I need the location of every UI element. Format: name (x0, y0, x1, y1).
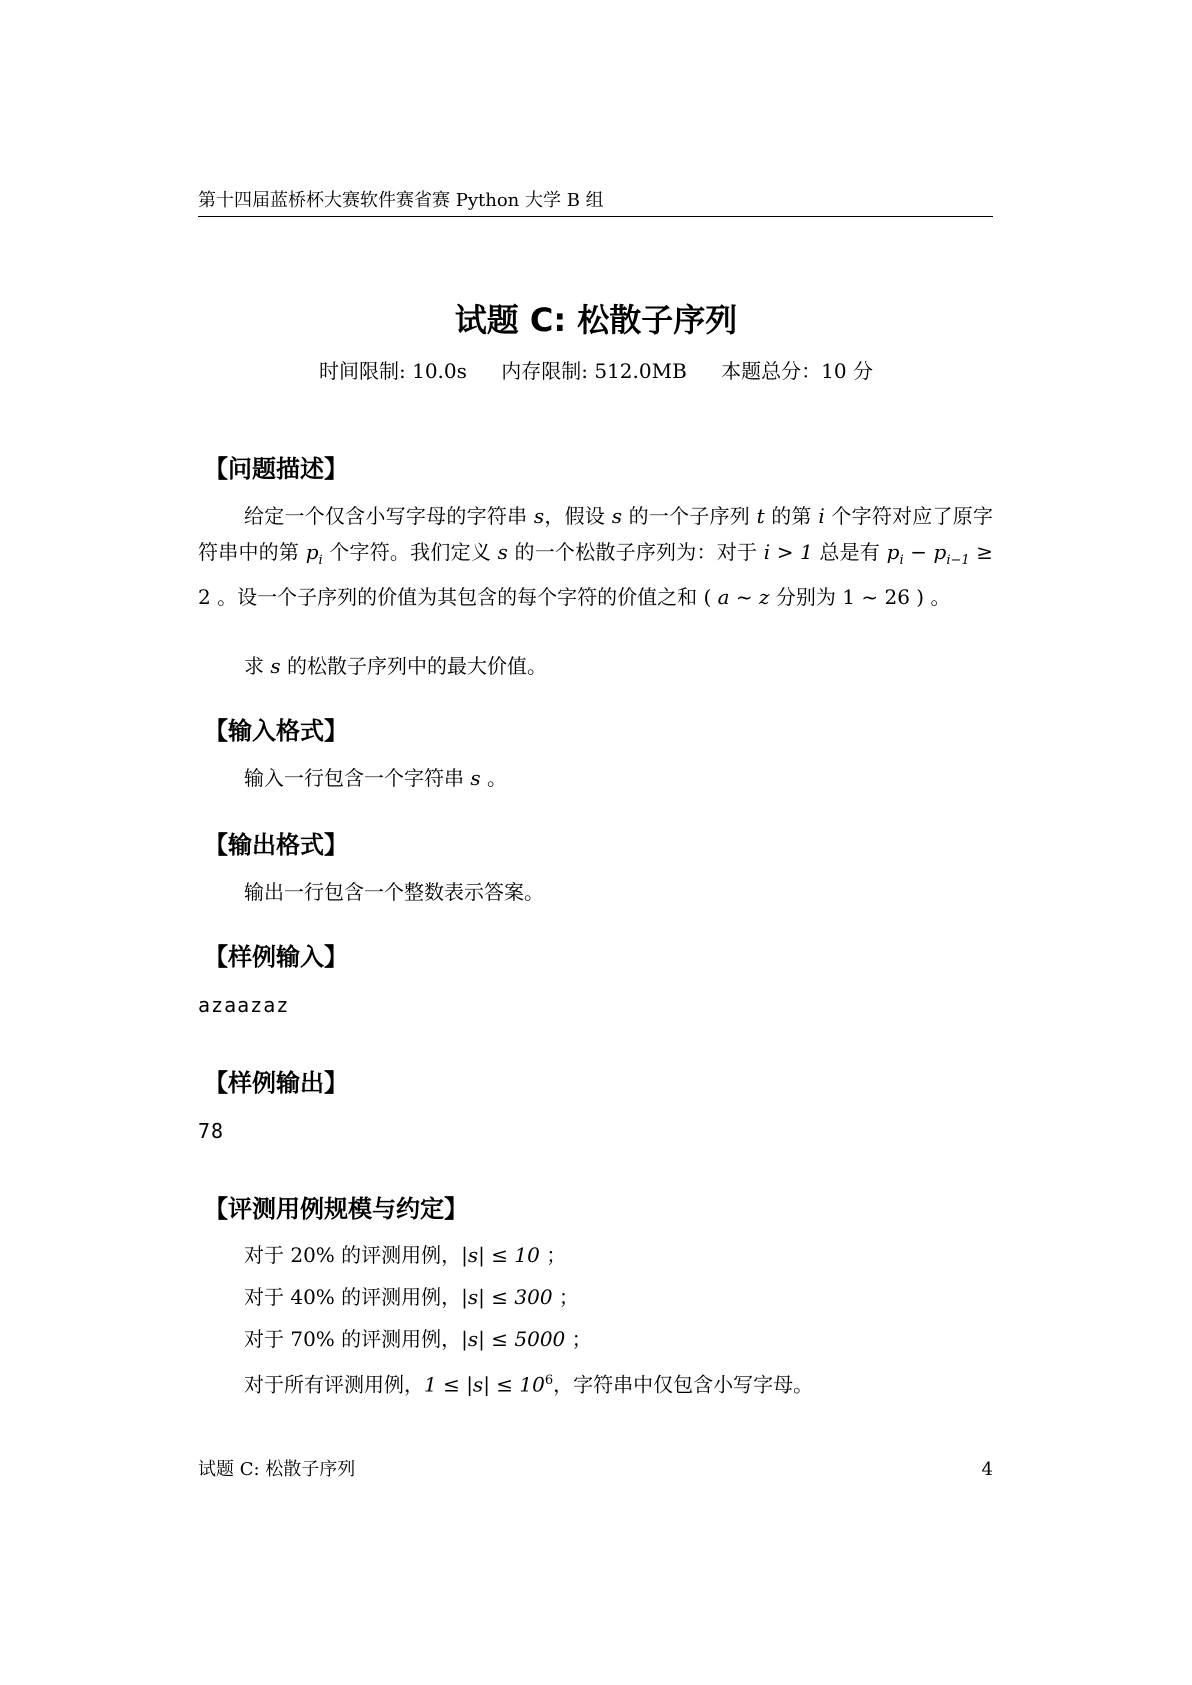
constraint-line: 对于 40% 的评测用例，|s| ≤ 300 ； (244, 1285, 579, 1309)
sample-output-value: 78 (198, 1119, 225, 1143)
limits-line (0, 356, 1192, 386)
sample-input-value: azaazaz (198, 993, 290, 1017)
constraint-line: 对于所有评测用例，$1 \le |s| \le 10^6$，字符串中仅包含小写字母。 (244, 1372, 814, 1397)
footer-title: 试题 C: 松散子序列 (198, 1459, 356, 1480)
output-format-text: 输出一行包含一个整数表示答案。 (244, 880, 544, 904)
constraint-line: 对于 70% 的评测用例，|s| ≤ 5000 ； (244, 1327, 592, 1351)
output-format-heading: 【输出格式】 (204, 831, 348, 859)
total-score: 本题总分：10 分 (721, 359, 873, 383)
time-limit: 时间限制: 10.0s (319, 359, 467, 383)
constraint-line: 对于 20% 的评测用例，|s| ≤ 10 ； (244, 1243, 567, 1267)
sample-input-heading: 【样例输入】 (204, 943, 348, 971)
memory-limit: 内存限制: 512.0MB (501, 359, 687, 383)
input-format-text: 输入一行包含一个字符串 s 。 (244, 766, 507, 790)
page-number: 4 (981, 1459, 993, 1480)
description-question: 求 s 的松散子序列中的最大价值。 (244, 654, 547, 678)
input-format-heading: 【输入格式】 (204, 717, 348, 745)
description-paragraph: 给定一个仅含小写字母的字符串 s，假设 s 的一个子序列 t 的第 i 个字符对应了原字符串中的第 $p_i$ 个字符。我们定义 s 的一个松散子序列为：对于 i > 1 总是有 $p_i - p_{i-1} \ge 2$ 。设一个子序列的价值为其包含的每个字符的价值之和 ( a ~ z 分别为 1 ~ 26 ) 。 (198, 504, 994, 609)
description-heading: 【问题描述】 (204, 455, 348, 483)
running-header: 第十四届蓝桥杯大赛软件赛省赛 Python 大学 B 组 (198, 190, 604, 211)
problem-title: 试题 C: 松散子序列 (454, 301, 738, 339)
constraints-heading: 【评测用例规模与约定】 (204, 1195, 468, 1223)
sample-output-heading: 【样例输出】 (204, 1069, 348, 1097)
header-rule (198, 216, 993, 217)
